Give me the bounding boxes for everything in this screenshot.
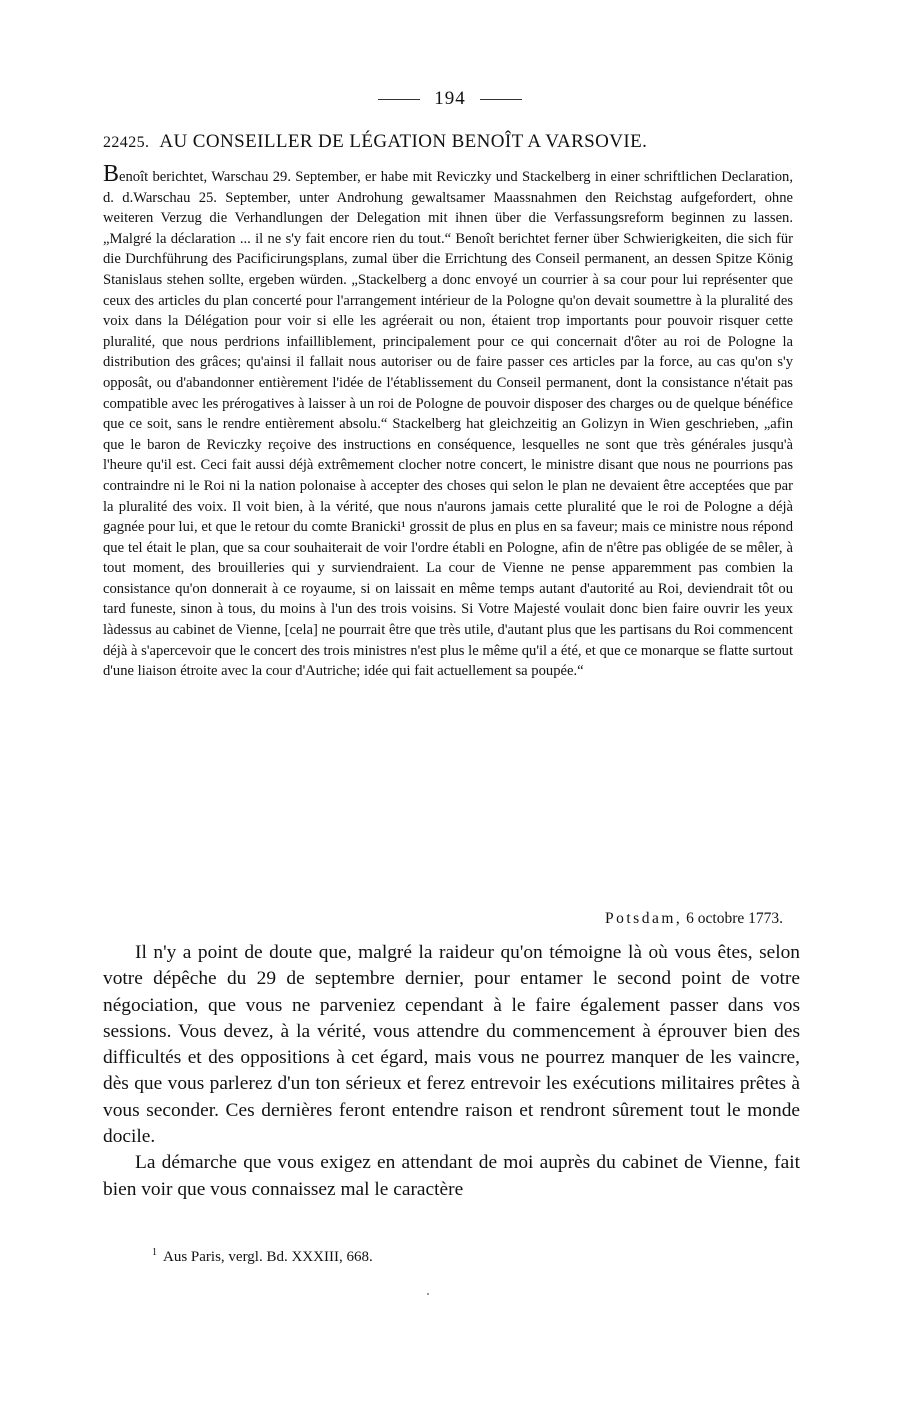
- letter-heading: [103, 131, 803, 153]
- summary-text: enoît berichtet, Warschau 29. September, er habe mit Reviczky und Stackelberg in einer schriftlichen Declaration, d. d.Warschau 25. September, unter Androhung gewaltsamer Maassnahmen den Reichstag aufgefordert, ohne weiteren Verzug die Verhandlungen der Delegation mit ihnen über die Verfassungsreform beginnen zu lassen. „Malgré la déclaration ... il ne s'y fait encore rien du tout.“ Benoît berichtet ferner über Schwierigkeiten, die sich für die Durchführung des Pacificirungsplans, zumal über die Errichtung des Conseil permanent, an dessen Spitze König Stanislaus stehen sollte, ergeben würden. „Stackelberg a donc envoyé un courrier à sa cour pour lui représenter que ceux des articles du plan concerté pour l'arrangement intérieur de la Pologne qu'on devait soumettre à la pluralité des voix dans la Délégation pour voir si elle les agréerait ou non, étaient trop importants pour pouvoir risquer cette pluralité, que nous perdrions infailliblement, principalement pour ce qui concernait d'ôter au roi de Pologne la distribution des grâces; qu'ainsi il fallait nous autoriser ou de faire passer ces articles par la force, au cas qu'on s'y opposât, ou d'abandonner entièrement l'idée de l'établissement du Conseil permanent, dont la consistance n'était pas compatible avec les prérogatives à laisser à un roi de Pologne de pouvoir disposer des charges ou de quelque bénéfice que ce soit, sans le rendre entièrement absolu.“ Stackelberg hat gleichzeitig an Golizyn in Wien geschrieben, „afin que le baron de Reviczky reçoive des instructions en conséquence, lesquelles ne sont que très générales jusqu'à l'heure qu'il est. Ceci fait aussi déjà extrêmement clocher notre concert, le ministre disant que nous ne pourrions pas contraindre ni le Roi ni la nation polonaise à accepter des choses qui selon le plan ne devaient être acceptées que par la pluralité des voix. Il voit bien, à la vérité, que nous n'aurons jamais cette pluralité que le roi de Pologne a déjà gagnée pour lui, et que le retour du comte Branicki¹ grossit de plus en plus en sa faveur; mais ce ministre nous répond que tel était le plan, que sa cour souhaiterait de voir l'ordre établi en Pologne, afin de n'être pas obligée de se mêler, à tout moment, des brouilleries qui y surviendraient. La cour de Vienne ne pense apparemment pas combien la consistance qu'on donnerait à ce royaume, si on laissait en même temps autant d'autorité au Roi, deviendrait tôt ou tard funeste, sinon à tous, du moins à l'un des trois voisins. Si Votre Majesté voulait donc bien faire ouvrir les yeux làdessus au cabinet de Vienne, [cela] ne pourrait être que très utile, d'autant plus que les partisans du Roi commencent déjà à s'apercevoir que le concert des trois ministres n'est plus le même qu'il a été, et que ce monarque se flatte surtout d'une liaison étroite avec la cour d'Autriche; idée qui fait actuellement sa poupée.“: [103, 169, 793, 680]
- page-number-right-rule: [480, 99, 522, 100]
- page-number-text: 194: [434, 88, 466, 109]
- dateline-date: 6 octobre 1773.: [686, 910, 783, 927]
- footnote-text: Aus Paris, vergl. Bd. XXXIII, 668.: [163, 1249, 373, 1265]
- body-paragraph: La démarche que vous exigez en attendant de moi auprès du cabinet de Vienne, fait bien voir que vous connaissez mal le caractère: [103, 1152, 800, 1200]
- letter-title: AU CONSEILLER DE LÉGATION BENOÎT A VARSOVIE.: [159, 131, 648, 152]
- summary-initial: B: [103, 161, 120, 187]
- page-number: [0, 88, 900, 110]
- body-paragraph: Il n'y a point de doute que, malgré la raideur qu'on témoigne là où vous êtes, selon votre dépêche du 29 de septembre dernier, pour entamer le second point de votre négociation, que vous ne parveniez cependant à le faire également passer dans vos sessions. Vous devez, à la vérité, vous attendre du commencement à éprouver bien des difficultés et des oppositions à cet égard, mais vous ne pourrez manquer de les vaincre, dès que vous parlerez d'un ton sérieux et ferez entrevoir les exécutions militaires prêtes à vous seconder. Ces dernières feront entendre raison et rendront sûrement tout le monde docile.: [103, 942, 800, 1148]
- page-speck: [427, 1293, 429, 1295]
- letter-number: 22425.: [103, 134, 150, 151]
- editorial-summary: [103, 161, 793, 682]
- footnote: [152, 1247, 373, 1266]
- footnote-marker: 1: [152, 1247, 157, 1258]
- dateline-place: Potsdam,: [604, 910, 683, 927]
- letter-body: [103, 940, 800, 1203]
- dateline: [605, 910, 783, 928]
- page-number-left-rule: [378, 99, 420, 100]
